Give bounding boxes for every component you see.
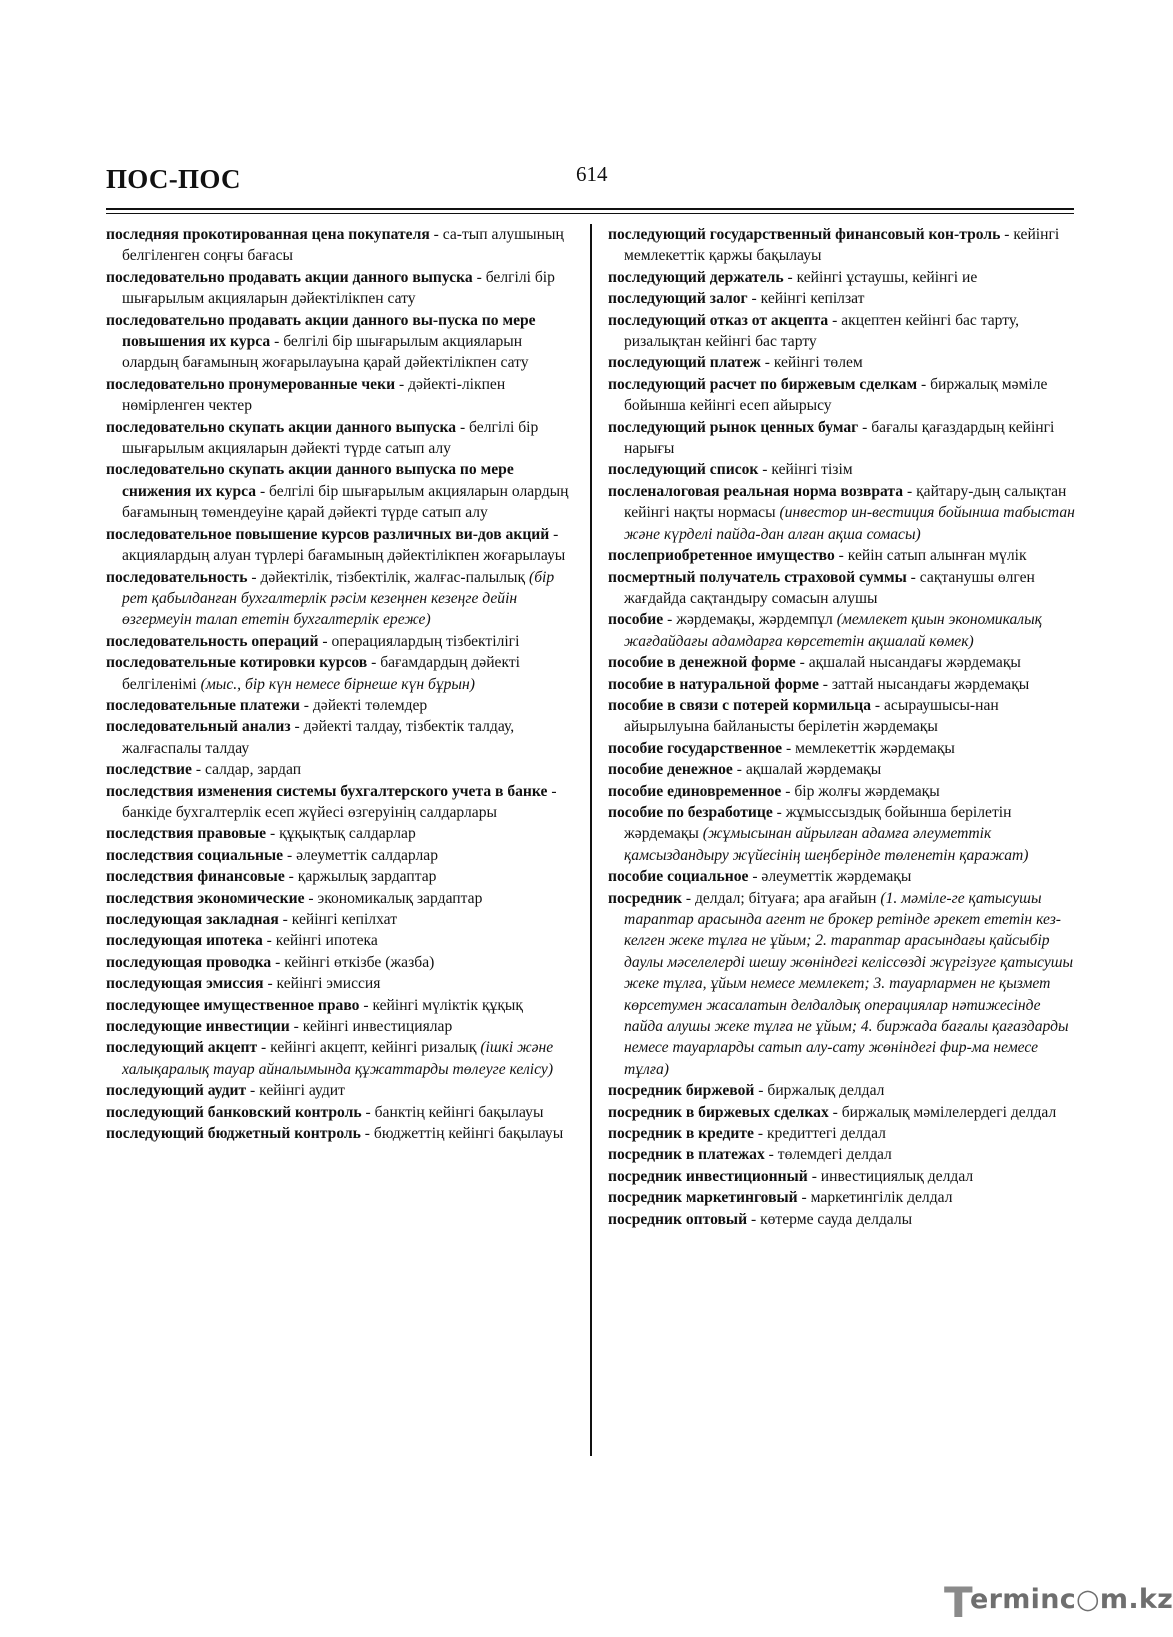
dictionary-entry xyxy=(106,995,578,1016)
entry-definition: сақтанушы өлген жағдайда сақтандыру сомасын алушы xyxy=(624,568,1035,607)
dictionary-entry xyxy=(608,288,1080,309)
dictionary-entry xyxy=(106,716,578,759)
dictionary-entry xyxy=(608,1080,1080,1101)
entry-separator: - xyxy=(681,889,695,907)
entry-definition: көтерме сауда делдалы xyxy=(760,1210,913,1228)
entry-separator: - xyxy=(758,461,772,479)
dictionary-entry xyxy=(106,866,578,887)
dictionary-entry xyxy=(608,802,1080,866)
entry-term: последствия правовые xyxy=(106,825,267,843)
entry-term: последовательные котировки курсов xyxy=(106,654,368,672)
dictionary-entry xyxy=(106,1123,578,1144)
entry-separator: - xyxy=(262,932,276,950)
entry-separator: - xyxy=(1000,226,1014,243)
dictionary-entry xyxy=(106,759,578,780)
entry-separator: - xyxy=(906,568,920,586)
entry-term: последующий банковский контроль xyxy=(106,1103,362,1121)
dictionary-entry xyxy=(106,652,578,695)
entry-definition: қайтару-дың салықтан кейінгі нақты нормасы xyxy=(624,482,1067,522)
entry-separator: - xyxy=(284,868,298,886)
dictionary-entry xyxy=(608,352,1080,373)
entry-term: пособие государственное xyxy=(608,739,783,757)
dictionary-entry xyxy=(106,631,578,652)
entry-definition: бағалы қағаздардың кейінгі нарығы xyxy=(624,418,1055,458)
entry-separator: - xyxy=(797,1189,811,1207)
entry-separator: - xyxy=(828,1103,842,1121)
entry-separator: - xyxy=(270,333,284,351)
entry-term: последующий отказ от акцепта xyxy=(608,311,829,329)
dictionary-entry xyxy=(608,1166,1080,1187)
dictionary-entry xyxy=(608,652,1080,673)
entry-definition: әлеуметтік жәрдемақы xyxy=(761,868,912,886)
left-column xyxy=(106,224,578,1144)
entry-separator: - xyxy=(290,718,304,736)
entry-definition: дәйектілік, тізбектілік, жалғас-палылық xyxy=(260,568,526,586)
entry-definition: экономикалық зардаптар xyxy=(317,889,483,907)
entry-separator: - xyxy=(818,675,832,693)
entry-separator: - xyxy=(472,268,486,286)
entry-separator: - xyxy=(263,975,277,993)
dictionary-entry xyxy=(106,417,578,460)
entry-separator: - xyxy=(289,1018,303,1036)
entry-term: последующий платеж xyxy=(608,354,761,372)
entry-separator: - xyxy=(760,354,774,372)
dictionary-entry xyxy=(608,417,1080,460)
dictionary-entry xyxy=(106,1102,578,1123)
dictionary-entry xyxy=(608,609,1080,652)
entry-separator: - xyxy=(834,547,848,565)
dictionary-entry xyxy=(608,224,1080,267)
entry-term: посредник оптовый xyxy=(608,1210,748,1228)
entry-term: последующие инвестиции xyxy=(106,1018,290,1036)
entry-definition: делдал; бітуаға; ара ағайын xyxy=(694,889,877,907)
entry-term: пособие в денежной форме xyxy=(608,654,796,672)
entry-separator: - xyxy=(747,1210,761,1228)
entry-definition: кейін сатып алынған мүлік xyxy=(847,547,1027,565)
entry-term: последующий расчет по биржевым сделкам xyxy=(608,375,918,393)
dictionary-entry xyxy=(106,459,578,523)
dictionary-entry xyxy=(106,952,578,973)
dictionary-entry xyxy=(106,845,578,866)
dictionary-entry xyxy=(106,1080,578,1101)
entry-definition: биржалық делдал xyxy=(767,1082,885,1100)
entry-definition: мемлекеттік жәрдемақы xyxy=(795,739,955,757)
entry-separator: - xyxy=(318,632,332,650)
entry-separator: - xyxy=(917,375,931,393)
entry-separator: - xyxy=(549,525,559,543)
entry-note: (1. мәміле-ге қатысушы тараптар арасында агент не брокер ретінде әрекет ететін кез-келген жеке тұлға не ұйым; 2. тараптар арасындағы қайсыбір даулы мәселелерді шешу жөніндегі келіссөзді жүргізуге қатысушы жеке тұлға, ұйым немесе мемлекет; 3. тауарлармен не қызмет көрсетумен жасалатын делдалдық операциялар нәтижесінде пайда алушы жеке тұлға не ұйым; 4. биржада бағалы қағаздарды немесе тауарларды сатып алу-сату жөніндегі фир-ма немесе тұлға) xyxy=(624,889,1074,1078)
entry-term: последовательные платежи xyxy=(106,696,300,714)
entry-separator: - xyxy=(753,1125,767,1143)
dictionary-entry xyxy=(608,310,1080,353)
entry-separator: - xyxy=(367,654,381,672)
page-number: 614 xyxy=(576,162,608,186)
entry-term: последующий рынок ценных бумаг xyxy=(608,418,859,436)
entry-separator: - xyxy=(747,290,761,308)
entry-separator: - xyxy=(256,482,270,500)
entry-term: пособие социальное xyxy=(608,868,749,886)
entry-term: последовательно продавать акции данного выпуска xyxy=(106,268,473,286)
entry-definition: акциялардың алуан түрлері бағамының дәйектілікпен жоғарылауы xyxy=(122,547,566,565)
entry-term: посредник xyxy=(608,889,682,907)
entry-definition: кейінгі кепілхат xyxy=(291,911,398,928)
entry-term: последняя прокотированная цена покупателя xyxy=(106,226,430,243)
dictionary-entry xyxy=(106,310,578,374)
entry-definition: қаржылық зардаптар xyxy=(297,868,437,886)
entry-definition: акцептен кейінгі бас тарту, ризалықтан кейінгі бас тарту xyxy=(624,311,1020,351)
termincom-logo xyxy=(944,1578,1173,1627)
dictionary-entry xyxy=(106,224,578,267)
entry-separator: - xyxy=(871,696,884,714)
entry-separator: - xyxy=(361,1103,375,1121)
column-divider xyxy=(590,224,592,1456)
entry-term: посредник инвестиционный xyxy=(608,1167,808,1185)
dictionary-entry xyxy=(608,695,1080,738)
entry-term: последствия изменения системы бухгалтерского учета в банке xyxy=(106,782,548,800)
dictionary-entry xyxy=(608,1209,1080,1230)
entry-definition: кейінгі мүліктік құқық xyxy=(372,996,523,1014)
entry-term: пособие xyxy=(608,611,664,629)
entry-separator: - xyxy=(732,761,746,779)
dictionary-entry xyxy=(106,909,578,930)
entry-separator: - xyxy=(299,696,313,714)
entry-term: послеприобретенное имущество xyxy=(608,547,835,565)
entry-separator: - xyxy=(246,1082,260,1100)
entry-definition: кейінгі өткізбе (жазба) xyxy=(284,953,435,971)
running-head: ПОС-ПОС xyxy=(106,164,241,194)
entry-definition: банкіде бухгалтерлік есеп жүйесі өзгеруінің салдарлары xyxy=(122,803,497,821)
header-rule-thin xyxy=(106,213,1074,214)
entry-separator: - xyxy=(783,268,797,286)
entry-definition: құқықтық салдарлар xyxy=(279,825,416,843)
entry-definition: кейінгі акцепт, кейінгі ризалық xyxy=(270,1039,477,1057)
entry-term: последствия экономические xyxy=(106,889,305,907)
entry-term: последовательность операций xyxy=(106,632,319,650)
dictionary-entry xyxy=(106,930,578,951)
entry-definition: кейінгі кепілзат xyxy=(760,290,865,308)
dictionary-entry xyxy=(608,738,1080,759)
entry-term: пособие денежное xyxy=(608,761,733,779)
logo-text xyxy=(970,1584,1173,1615)
entry-term: последовательный анализ xyxy=(106,718,291,736)
entry-separator: - xyxy=(748,868,762,886)
entry-definition: са-тып алушының белгіленген соңғы бағасы xyxy=(122,226,564,265)
entry-separator: - xyxy=(266,825,280,843)
entry-term: последствия социальные xyxy=(106,846,284,864)
entry-term: последовательно продавать акции данного вы-пуска по мере повышения их курса xyxy=(106,311,536,351)
entry-separator: - xyxy=(772,803,786,821)
right-column xyxy=(608,224,1080,1230)
entry-definition: биржалық мәмілелердегі делдал xyxy=(841,1103,1057,1121)
dictionary-entry xyxy=(106,567,578,631)
entry-separator: - xyxy=(795,654,809,672)
entry-definition: бюджеттің кейінгі бақылауы xyxy=(373,1125,564,1143)
entry-term: посленалоговая реальная норма возврата xyxy=(608,482,904,500)
entry-definition: салдар, зардап xyxy=(204,761,302,779)
dictionary-entry xyxy=(106,888,578,909)
entry-term: последующая закладная xyxy=(106,911,279,928)
entry-definition: жәрдемақы, жәрдемпұл xyxy=(676,611,833,629)
entry-term: последовательно пронумерованные чеки xyxy=(106,375,396,393)
entry-term: посредник в биржевых сделках xyxy=(608,1103,829,1121)
entry-term: посредник маркетинговый xyxy=(608,1189,798,1207)
entry-separator: - xyxy=(828,311,842,329)
entry-term: посредник биржевой xyxy=(608,1082,755,1100)
entry-term: последующий акцепт xyxy=(106,1039,258,1057)
entry-term: последовательно скупать акции данного выпуска по мере снижения их курса xyxy=(106,461,514,500)
logo-o-icon: ○ xyxy=(1076,1584,1100,1615)
entry-term: пособие в связи с потерей кормильца xyxy=(608,696,871,714)
entry-definition: жұмыссыздық бойынша берілетін жәрдемақы xyxy=(624,803,1012,843)
entry-term: пособие единовременное xyxy=(608,782,782,800)
entry-definition: кредиттегі делдал xyxy=(766,1125,886,1143)
entry-separator: - xyxy=(283,846,297,864)
entry-definition: кейінгі тізім xyxy=(771,461,853,479)
entry-term: последовательное повышение курсов различных ви-дов акций xyxy=(106,525,550,543)
dictionary-entry xyxy=(608,1144,1080,1165)
entry-term: последовательность xyxy=(106,568,248,586)
dictionary-entry xyxy=(608,759,1080,780)
logo-suffix: m.kz xyxy=(1099,1584,1173,1615)
entry-term: последующий держатель xyxy=(608,268,784,286)
dictionary-entry xyxy=(106,781,578,824)
entry-definition: кейінгі эмиссия xyxy=(276,975,381,993)
entry-term: посредник в кредите xyxy=(608,1125,754,1143)
entry-definition: кейінгі инвестициялар xyxy=(302,1018,453,1036)
dictionary-entry xyxy=(608,1123,1080,1144)
entry-definition: маркетингілік делдал xyxy=(810,1189,953,1207)
entry-definition: белгілі бір шығарылым акцияларын олардың бағамының жоғарылауына қарай дәйектілікпен сату xyxy=(122,333,529,372)
dictionary-entry xyxy=(608,781,1080,802)
dictionary-entry xyxy=(608,567,1080,610)
entry-separator: - xyxy=(247,568,261,586)
dictionary-entry xyxy=(608,267,1080,288)
entry-definition: бір жолғы жәрдемақы xyxy=(794,782,940,800)
entry-term: последующий список xyxy=(608,461,759,479)
entry-term: последующая ипотека xyxy=(106,932,263,950)
entry-separator: - xyxy=(360,1125,374,1143)
entry-term: последующий государственный финансовый кон-троль xyxy=(608,226,1001,243)
entry-separator: - xyxy=(395,375,409,393)
dictionary-entry xyxy=(106,1016,578,1037)
entry-definition: дәйекті талдау, тізбектік талдау, жалғаспалы талдау xyxy=(122,718,515,757)
entry-separator: - xyxy=(858,418,872,436)
entry-separator: - xyxy=(807,1167,821,1185)
entry-term: последовательно скупать акции данного выпуска xyxy=(106,418,457,436)
entry-term: последующий залог xyxy=(608,290,748,308)
page-header xyxy=(106,158,1074,208)
entry-term: последующий бюджетный контроль xyxy=(106,1125,361,1143)
entry-separator: - xyxy=(663,611,677,629)
entry-separator: - xyxy=(191,761,205,779)
logo-text-part: erminc xyxy=(970,1584,1077,1615)
logo-letter: T xyxy=(944,1578,973,1627)
entry-term: последующая эмиссия xyxy=(106,975,264,993)
entry-term: последующая проводка xyxy=(106,953,272,971)
dictionary-entry xyxy=(608,1187,1080,1208)
dictionary-entry xyxy=(106,524,578,567)
dictionary-entry xyxy=(106,267,578,310)
header-rule-thick xyxy=(106,208,1074,210)
entry-note: (мыс., бір күн немесе бірнеше күн бұрын) xyxy=(200,675,475,693)
entry-separator: - xyxy=(304,889,318,907)
entry-note: (ішкі және халықаралық тауар айналымында құжаттарды төлеуге келісу) xyxy=(122,1039,554,1078)
dictionary-entry xyxy=(106,695,578,716)
entry-separator: - xyxy=(782,739,796,757)
dictionary-entry xyxy=(608,866,1080,887)
entry-definition: заттай нысандағы жәрдемақы xyxy=(831,675,1030,693)
entry-separator: - xyxy=(278,911,292,928)
dictionary-entry xyxy=(106,1037,578,1080)
entry-definition: белгілі бір шығарылым акцияларын дәйекті түрде сатып алу xyxy=(122,418,539,458)
entry-separator: - xyxy=(547,782,557,800)
entry-term: посредник в платежах xyxy=(608,1146,765,1164)
entry-separator: - xyxy=(456,418,470,436)
entry-term: посмертный получатель страховой суммы xyxy=(608,568,907,586)
entry-term: последующий аудит xyxy=(106,1082,247,1100)
dictionary-entry xyxy=(608,374,1080,417)
entry-definition: инвестициялық делдал xyxy=(820,1167,974,1185)
dictionary-entry xyxy=(608,674,1080,695)
dictionary-entry xyxy=(608,888,1080,1081)
entry-definition: белгілі бір шығарылым акцияларын дәйектілікпен сату xyxy=(122,268,555,308)
entry-definition: ақшалай жәрдемақы xyxy=(745,761,882,779)
entry-term: пособие по безработице xyxy=(608,803,773,821)
entry-separator: - xyxy=(359,996,373,1014)
entry-definition: кейінгі төлем xyxy=(773,354,863,372)
entry-definition: биржалық мәміле бойынша кейінгі есеп айырысу xyxy=(624,375,1048,415)
entry-definition: кейінгі аудит xyxy=(259,1082,345,1100)
entry-separator: - xyxy=(429,226,443,243)
entry-term: последующее имущественное право xyxy=(106,996,360,1014)
entry-definition: дәйекті-лікпен нөмірленген чектер xyxy=(122,375,506,415)
entry-term: последствия финансовые xyxy=(106,868,285,886)
entry-separator: - xyxy=(903,482,917,500)
entry-term: последствие xyxy=(106,761,192,779)
entry-note: (бір рет қабылданған бухгалтерлік рәсім кезеңнен кезеңге дейін өзгермеуін талап ететін бухгалтерлік ереже) xyxy=(122,568,555,629)
entry-definition: кейінгі ұстаушы, кейінгі ие xyxy=(796,268,978,286)
entry-definition: бағамдардың дәйекті белгіленімі xyxy=(122,654,520,693)
entry-note: (жұмысынан айрылған адамға әлеуметтік қамсыздандыру жүйесінің шеңберінде төленетін қаражат) xyxy=(624,825,1029,864)
entry-definition: белгілі бір шығарылым акцияларын олардың бағамының төмендеуіне қарай дәйекті түрде сатып алу xyxy=(122,482,569,522)
entry-separator: - xyxy=(754,1082,768,1100)
dictionary-entry xyxy=(106,823,578,844)
dictionary-entry xyxy=(608,545,1080,566)
entry-definition: дәйекті төлемдер xyxy=(312,696,428,714)
dictionary-entry xyxy=(608,459,1080,480)
entry-note: (инвестор ин-вестиция бойынша табыстан және күрделі пайда-дан алған ақша сомасы) xyxy=(624,504,1075,543)
entry-separator: - xyxy=(781,782,795,800)
entry-definition: әлеуметтік салдарлар xyxy=(296,846,439,864)
entry-definition: банктің кейінгі бақылауы xyxy=(374,1103,544,1121)
entry-definition: төлемдегі делдал xyxy=(777,1146,892,1164)
entry-definition: операциялардың тізбектілігі xyxy=(331,632,520,650)
dictionary-entry xyxy=(608,481,1080,545)
entry-note: (мемлекет қиын экономикалық жағдайдағы адамдарға көрсететін ақшалай көмек) xyxy=(624,611,1042,650)
dictionary-entry xyxy=(608,1102,1080,1123)
dictionary-entry xyxy=(106,973,578,994)
entry-definition: ақшалай нысандағы жәрдемақы xyxy=(808,654,1021,672)
entry-term: пособие в натуральной форме xyxy=(608,675,819,693)
dictionary-entry xyxy=(106,374,578,417)
entry-separator: - xyxy=(271,953,285,971)
entry-separator: - xyxy=(257,1039,271,1057)
entry-definition: асыраушысы-нан айырылуына байланысты берілетін жәрдемақы xyxy=(624,696,999,736)
entry-definition: кейінгі мемлекеттік қаржы бақылауы xyxy=(624,226,1060,265)
entry-separator: - xyxy=(764,1146,778,1164)
entry-definition: кейінгі ипотека xyxy=(275,932,378,950)
